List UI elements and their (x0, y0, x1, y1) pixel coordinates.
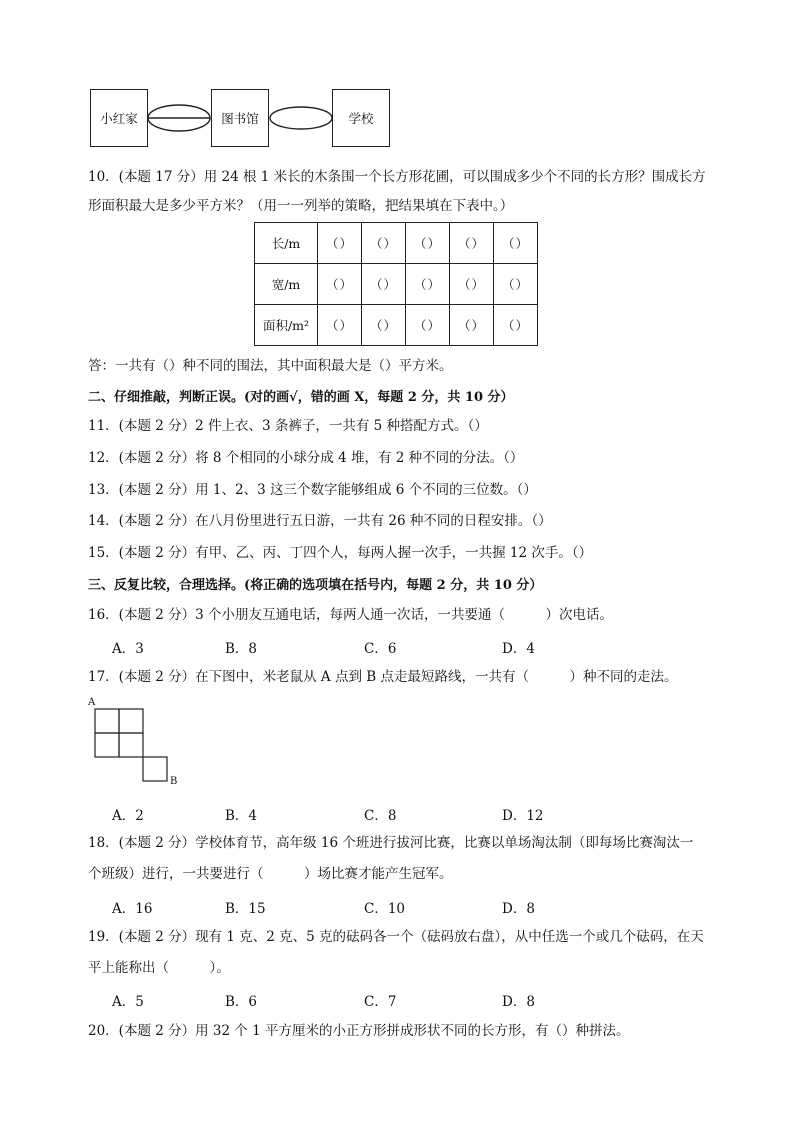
blank-cell[interactable]: （） (494, 305, 538, 346)
blank-cell[interactable]: （） (406, 223, 450, 264)
blank-cell[interactable]: （） (406, 264, 450, 305)
q11-item: 11．(本题 2 分）2 件上衣、3 条裤子，一共有 5 种搭配方式。（） (88, 418, 488, 434)
q19-option-a[interactable]: A．5 (112, 994, 144, 1010)
library-box (211, 89, 269, 147)
blank-cell[interactable]: （） (450, 223, 494, 264)
q18-option-c[interactable]: C．10 (364, 901, 406, 917)
q16-option-c[interactable]: C．6 (364, 641, 397, 657)
q19-line1: 19．(本题 2 分）现有 1 克、2 克、5 克的砝码各一个（砝码放右盘），从中任选一个或几个砝码，在天 (88, 929, 704, 945)
table-row (255, 305, 538, 346)
q16-text: 16．(本题 2 分）3 个小朋友互通电话，每两人通一次话，一共要通（ ）次电话。 (88, 607, 613, 623)
q10-line1: 10．(本题 17 分）用 24 根 1 米长的木条围一个长方形花圃，可以围成多少个不同的长方形？围成长方 (88, 169, 706, 185)
q16-option-b[interactable]: B．8 (225, 641, 258, 657)
road-ellipse-1 (146, 100, 214, 136)
road-ellipse-2 (268, 104, 334, 132)
blank-cell[interactable]: （） (362, 223, 406, 264)
blank-cell[interactable]: （） (318, 305, 362, 346)
q17-option-b[interactable]: B．4 (225, 808, 258, 824)
q16-option-a[interactable]: A．3 (112, 641, 144, 657)
q19-option-d[interactable]: D．8 (502, 994, 535, 1010)
path-grid (94, 708, 170, 784)
row-header-length: 长/m (255, 223, 318, 264)
q14-item: 14．(本题 2 分）在八月份里进行五日游，一共有 26 种不同的日程安排。（） (88, 513, 552, 529)
blank-cell[interactable]: （） (450, 305, 494, 346)
q10-table (254, 222, 538, 346)
blank-cell[interactable]: （） (318, 223, 362, 264)
blank-cell[interactable]: （） (494, 223, 538, 264)
q17-option-d[interactable]: D．12 (502, 808, 544, 824)
blank-cell[interactable]: （） (494, 264, 538, 305)
q19-option-b[interactable]: B．6 (225, 994, 258, 1010)
point-a-label: A (88, 697, 96, 708)
q10-answer: 答：一共有（）种不同的围法，其中面积最大是（）平方米。 (88, 358, 453, 374)
row-header-width: 宽/m (255, 264, 318, 305)
blank-cell[interactable]: （） (318, 264, 362, 305)
q10-line2: 形面积最大是多少平方米？（用一一列举的策略，把结果填在下表中。） (88, 198, 514, 214)
q18-option-b[interactable]: B．15 (225, 901, 266, 917)
school-label: 学校 (348, 111, 374, 126)
section2-heading: 二、仔细推敲，判断正误。(对的画√，错的画 X，每题 2 分，共 10 分） (88, 390, 514, 405)
q19-option-c[interactable]: C．7 (364, 994, 397, 1010)
q17-option-c[interactable]: C．8 (364, 808, 397, 824)
q17-text: 17．(本题 2 分）在下图中，米老鼠从 A 点到 B 点走最短路线，一共有（ ）种不同的走法。 (88, 669, 678, 685)
q18-option-d[interactable]: D．8 (502, 901, 535, 917)
table-row (255, 223, 538, 264)
section3-heading: 三、反复比较，合理选择。(将正确的选项填在括号内，每题 2 分，共 10 分） (88, 578, 543, 593)
blank-cell[interactable]: （） (406, 305, 450, 346)
point-b-label: B (170, 776, 178, 787)
library-label: 图书馆 (221, 111, 259, 126)
q17-option-a[interactable]: A．2 (112, 808, 144, 824)
q15-item: 15．(本题 2 分）有甲、乙、丙、丁四个人，每两人握一次手，一共握 12 次手。（） (88, 545, 593, 561)
blank-cell[interactable]: （） (362, 264, 406, 305)
row-header-area: 面积/m² (255, 305, 318, 346)
q19-line2: 平上能称出（ ）。 (88, 960, 230, 976)
school-box (332, 89, 390, 147)
q18-line1: 18．(本题 2 分）学校体育节，高年级 16 个班进行拔河比赛，比赛以单场淘汰制（即每场比赛淘汰一 (88, 835, 694, 851)
home-label: 小红家 (100, 111, 138, 126)
table-row (255, 264, 538, 305)
q18-option-a[interactable]: A．16 (112, 901, 153, 917)
home-box (90, 89, 148, 147)
q20-text: 20．(本题 2 分）用 32 个 1 平方厘米的小正方形拼成形状不同的长方形，有（）种拼法。 (88, 1023, 630, 1039)
blank-cell[interactable]: （） (362, 305, 406, 346)
q13-item: 13．(本题 2 分）用 1、2、3 这三个数字能够组成 6 个不同的三位数。（） (88, 482, 537, 498)
q12-item: 12．(本题 2 分）将 8 个相同的小球分成 4 堆，有 2 种不同的分法。（） (88, 450, 524, 466)
q18-line2: 个班级）进行，一共要进行（ ）场比赛才能产生冠军。 (88, 866, 453, 882)
q16-option-d[interactable]: D．4 (502, 641, 535, 657)
blank-cell[interactable]: （） (450, 264, 494, 305)
